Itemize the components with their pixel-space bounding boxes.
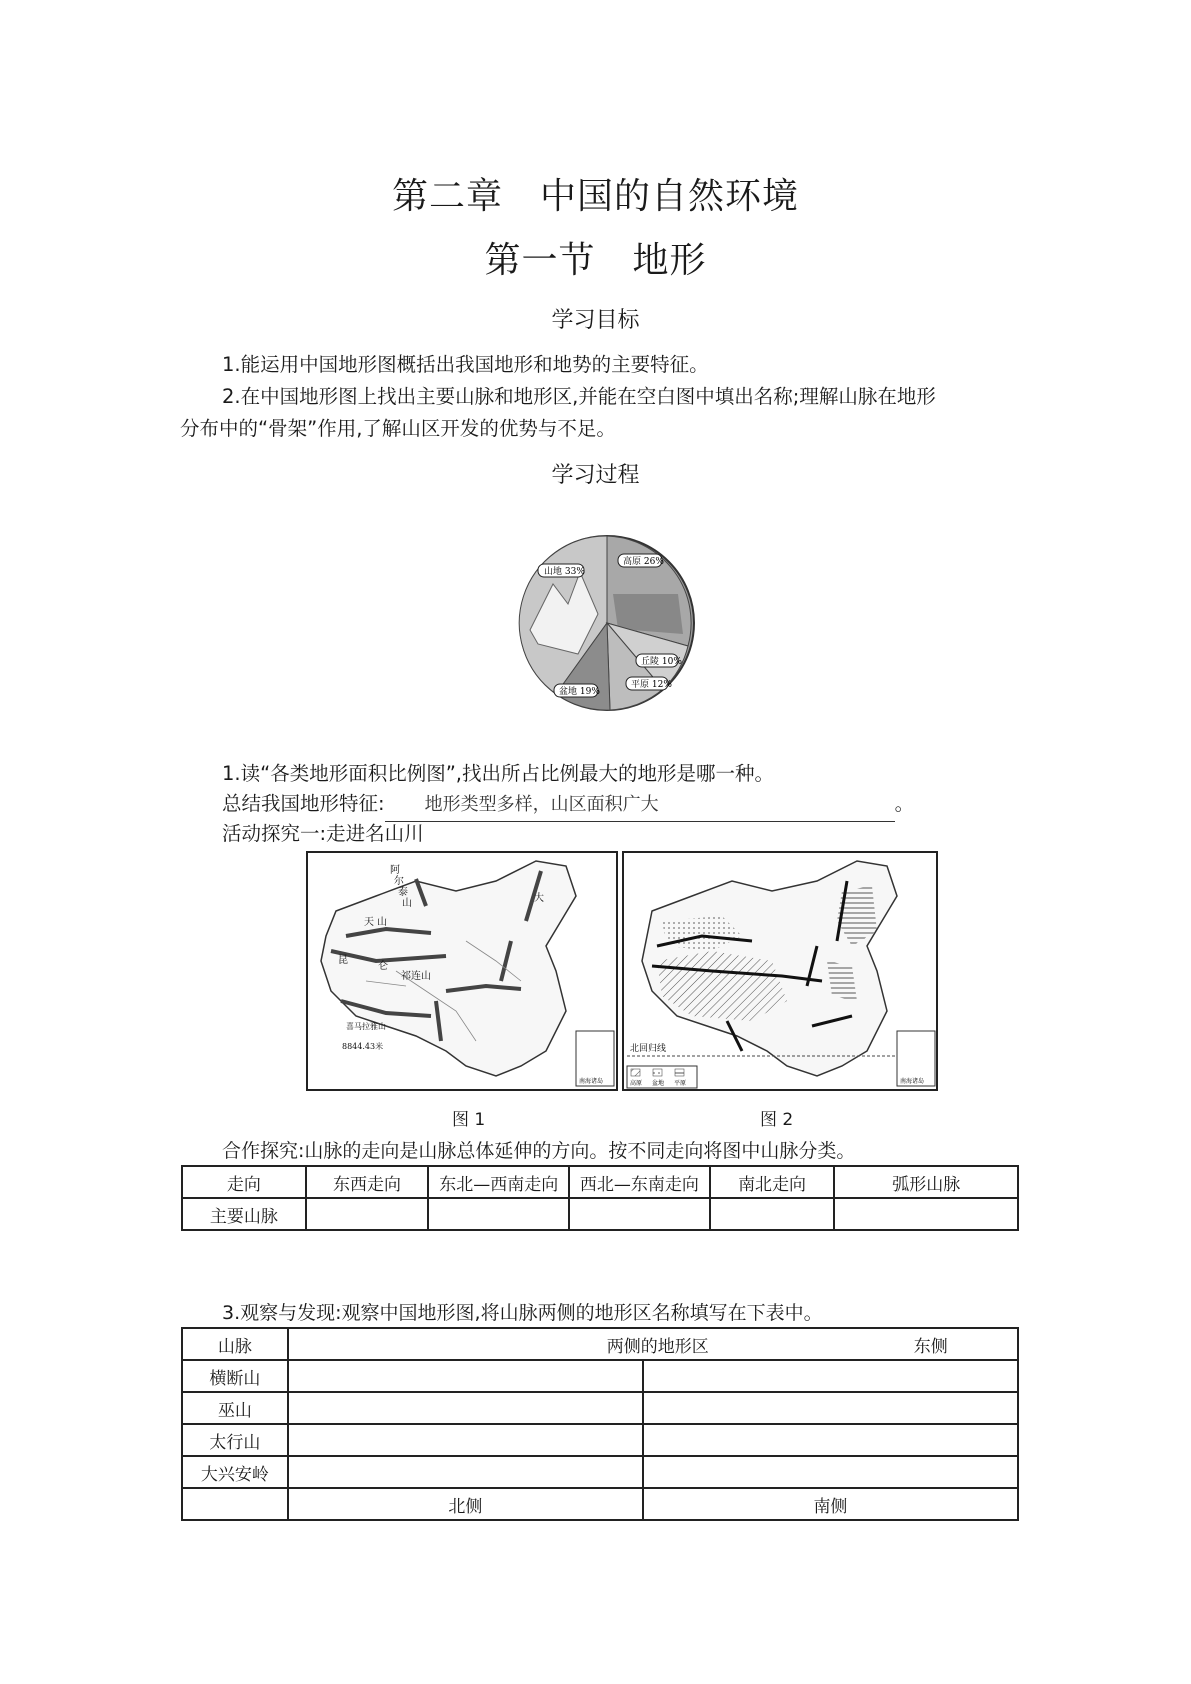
row-label-taihang: 太行山 [182,1424,288,1456]
header-nw-se: 西北—东南走向 [569,1166,710,1198]
header-east-west: 东西走向 [306,1166,429,1198]
table-row [182,1392,1018,1424]
legend-plateau: 高原 [630,1080,643,1087]
map1-label-lun: 仑 [378,961,388,972]
china-mountains-map [306,851,618,1091]
mountain-direction-table [181,1165,1019,1231]
map1-label-c: 泰 [398,887,408,898]
answer-cell[interactable] [288,1360,643,1392]
answer-cell[interactable] [288,1392,643,1424]
answer-cell[interactable] [643,1456,1018,1488]
legend-basin: 盆地 [652,1080,665,1087]
answer-cell[interactable] [643,1424,1018,1456]
legend-plain: 平原 [674,1080,687,1087]
answer-cell[interactable] [643,1360,1018,1392]
coop-text: 合作探究:山脉的走向是山脉总体延伸的方向。按不同走向将图中山脉分类。 [222,1140,856,1162]
goal-item-1: 1.能运用中国地形图概括出我国地形和地势的主要特征。 [222,353,709,376]
footer-south: 南侧 [643,1488,1018,1520]
china-landform-map [622,851,938,1091]
pie-label-basin: 盆地 19% [559,687,600,697]
answer-cell[interactable] [182,1488,288,1520]
summary-line [222,788,1022,822]
header-arc: 弧形山脉 [834,1166,1018,1198]
answer-cell[interactable] [643,1392,1018,1424]
footer-north: 北侧 [288,1488,643,1520]
pie-label-plain: 平原 12% [631,680,672,690]
answer-cell[interactable] [306,1198,429,1230]
row-label-daxinganling: 大兴安岭 [182,1456,288,1488]
header-mountain: 山脉 [182,1328,288,1360]
landform-pie-figure [518,534,696,712]
summary-answer-field[interactable]: 地形类型多样，山区面积广大 [385,789,895,822]
goal-item-2-line1: 2.在中国地形图上找出主要山脉和地形区,并能在空白图中填出名称;理解山脉在地形 [222,385,936,408]
answer-cell[interactable] [710,1198,835,1230]
map1-label-kunlun: 昆 [338,955,348,966]
table-row [182,1424,1018,1456]
map1-label-himalaya: 喜马拉雅山 [346,1022,386,1031]
map1-label-daxinganling: 大 [534,893,544,904]
question-3-text: 3.观察与发现:观察中国地形图,将山脉两侧的地形区名称填写在下表中。 [222,1302,823,1324]
tropic-label: 北回归线 [630,1044,667,1054]
table-header-row [182,1328,1018,1360]
table-row [182,1456,1018,1488]
table-header-row [182,1166,1018,1198]
map1-label-b: 尔 [394,876,404,887]
answer-cell[interactable] [288,1424,643,1456]
answer-cell[interactable] [834,1198,1018,1230]
summary-label: 总结我国地形特征: [222,792,385,815]
header-sides [288,1328,1018,1360]
map2-inset-label: 南海诸岛 [900,1078,925,1085]
answer-cell[interactable] [569,1198,710,1230]
pie-label-plateau: 高原 26% [623,557,664,567]
row-label-hengduan: 横断山 [182,1360,288,1392]
header-sides-label: 两侧的地形区 [606,1337,709,1357]
answer-cell[interactable] [288,1456,643,1488]
row-label-wushan: 巫山 [182,1392,288,1424]
process-heading: 学习过程 [551,463,640,488]
header-east-label: 东侧 [913,1337,948,1357]
table-row [182,1360,1018,1392]
header-north-south: 南北走向 [710,1166,835,1198]
activity-title: 活动探究一:走进名山川 [222,822,424,845]
map1-inset-label: 南海诸岛 [579,1078,604,1085]
table-footer-row [182,1488,1018,1520]
fig2-caption: 图 2 [760,1110,794,1130]
map1-label-qilian: 祁连山 [401,971,431,982]
chapter-title: 第二章 中国的自然环境 [391,176,799,217]
summary-end: 。 [894,792,915,815]
goals-heading: 学习目标 [551,308,640,333]
map1-label-everest: 8844.43米 [342,1042,384,1051]
fig1-caption: 图 1 [452,1110,486,1130]
mountain-sides-table [181,1327,1019,1521]
question-1-text: 1.读“各类地形面积比例图”,找出所占比例最大的地形是哪一种。 [222,762,775,785]
row-label-main-mountains: 主要山脉 [182,1198,306,1230]
goal-item-2-line2: 分布中的“骨架”作用,了解山区开发的优势与不足。 [180,417,616,440]
answer-cell[interactable] [428,1198,569,1230]
map1-label-a: 阿 [390,865,400,876]
map1-label-d: 山 [402,898,412,909]
header-ne-sw: 东北—西南走向 [428,1166,569,1198]
section-title: 第一节 地形 [484,240,707,281]
table-row [182,1198,1018,1230]
map1-label-tianshan: 天 山 [364,917,388,928]
header-direction: 走向 [182,1166,306,1198]
pie-label-mountain: 山地 33% [544,567,585,577]
pie-label-hill: 丘陵 10% [641,657,682,667]
